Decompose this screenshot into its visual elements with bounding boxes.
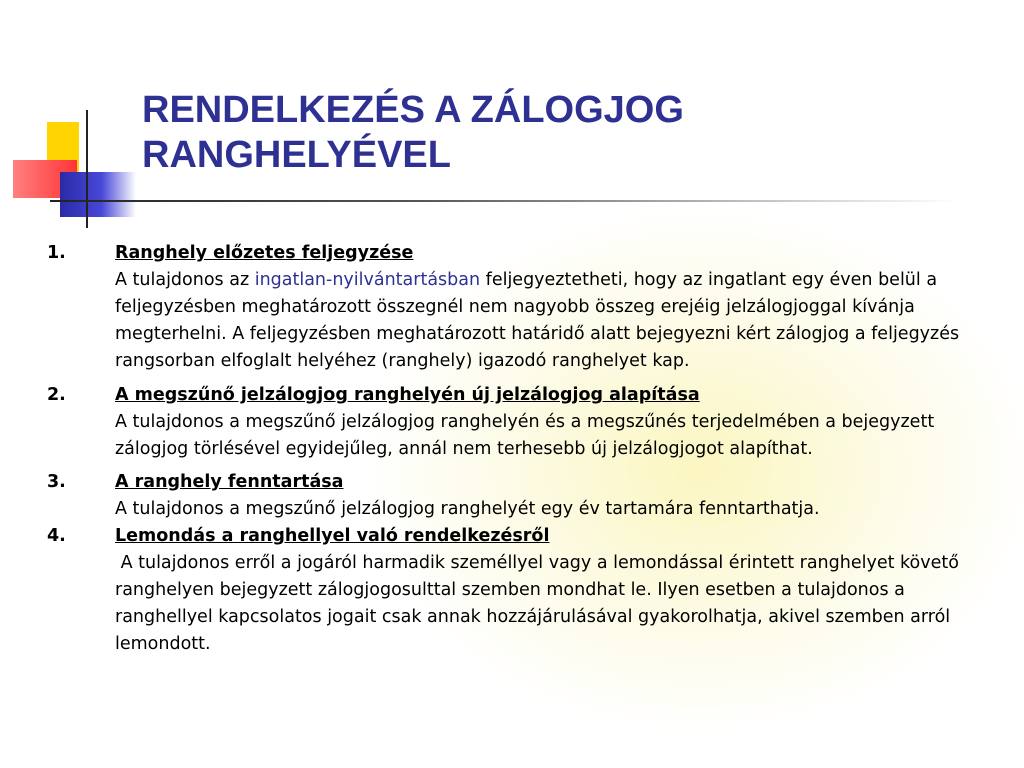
item-text: A tulajdonos erről a jogáról harmadik személlyel vagy a lemondással érintett ranghelyet követő ranghelyen bejegyzett zálogjogosulttal szemben mondhat le. Ilyen esetben a tulajdonos a ranghellyel kapcsolatos jogait csak annak hozzájárulásával gyakorolhatja, akivel szemben arról lemondott.	[115, 553, 965, 654]
item-text-start: A tulajdonos az	[115, 270, 255, 290]
vertical-rule	[86, 110, 88, 228]
list-item-4	[0, 523, 1024, 658]
item-heading: Lemondás a ranghellyel való rendelkezésről	[115, 526, 550, 546]
decorative-squares	[0, 0, 140, 230]
item-heading: A ranghely fenntartása	[115, 472, 344, 492]
item-text	[115, 267, 984, 375]
item-number: 4.	[47, 526, 66, 546]
item-text: A tulajdonos a megszűnő jelzálogjog ranghelyét egy év tartamára fenntarthatja.	[115, 499, 820, 519]
list-item-3	[0, 469, 1024, 523]
item-text: A tulajdonos a megszűnő jelzálogjog ranghelyén és a megszűnés terjedelmében a bejegyzett zálogjog törlésével egyidejűleg, annál nem terhesebb új jelzálogjogot alapíthat.	[115, 412, 935, 459]
item-number: 3.	[47, 472, 66, 492]
item-text-end: feljegyeztetheti, hogy az ingatlant egy éven belül a feljegyzésben meghatározott összegnél nem nagyobb összeg erejéig jelzálogjoggal kívánja megterhelni. A feljegyzésben meghatározott határidő alatt bejegyezni kért zálogjog a feljegyzés rangsorban elfoglalt helyéhez (ranghely) igazodó ranghelyet kap.	[115, 270, 960, 371]
slide-title	[142, 88, 962, 178]
item-number: 2.	[47, 385, 66, 405]
ingatlan-nyilvantartas-link[interactable]: ingatlan-nyilvántartásban	[254, 270, 481, 290]
item-number: 1.	[47, 243, 66, 263]
title-underline-rule	[50, 200, 960, 202]
list-item-2	[0, 382, 1024, 463]
item-heading: Ranghely előzetes feljegyzése	[115, 243, 414, 263]
slide-title-line-1: RENDELKEZÉS A ZÁLOGJOG	[142, 89, 684, 131]
numbered-list	[0, 240, 1024, 665]
slide-title-line-2: RANGHELYÉVEL	[142, 134, 451, 176]
item-heading: A megszűnő jelzálogjog ranghelyén új jelzálogjog alapítása	[115, 385, 700, 405]
blue-square	[60, 172, 136, 217]
list-item-1	[0, 240, 1024, 375]
